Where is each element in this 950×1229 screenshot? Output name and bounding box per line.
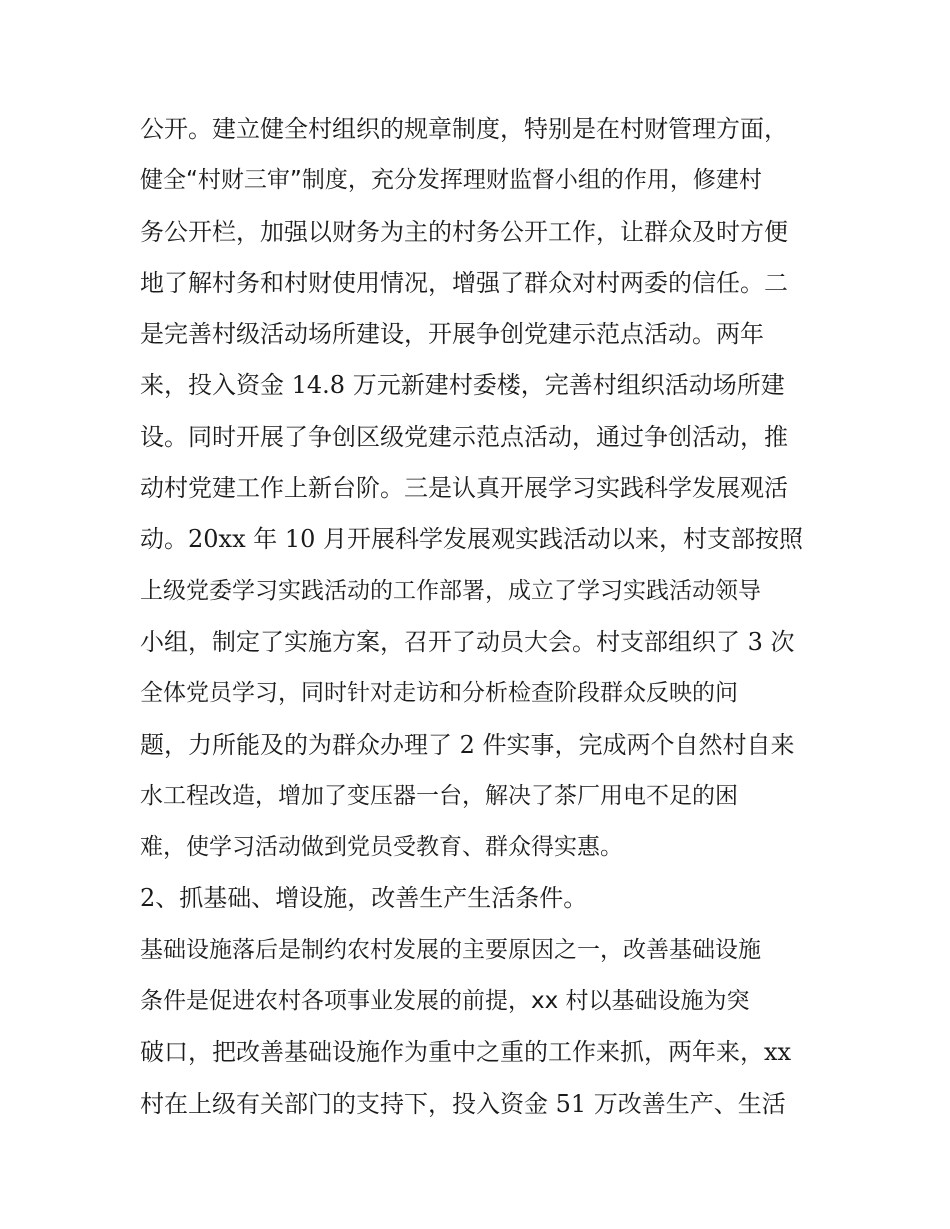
text-line: 地了解村务和村财使用情况，增强了群众对村两委的信任。二	[140, 268, 788, 297]
text-line: 健全“村财三审”制度，充分发挥理财监督小组的作用，修建村	[140, 167, 762, 194]
text-line: 公开。建立健全村组织的规章制度，特别是在村财管理方面，	[140, 115, 788, 143]
section-heading: 2、抓基础、增设施，改善生产生活条件。	[140, 884, 588, 913]
text-line: 设。同时开展了争创区级党建示范点活动，通过争创活动，推	[140, 422, 788, 451]
text-line: 条件是促进农村各项事业发展的前提，xx 村以基础设施为突	[140, 988, 750, 1015]
text-line: 全体党员学习，同时针对走访和分析检查阶段群众反映的问	[140, 680, 738, 707]
body-text	[140, 104, 820, 1130]
text-line: 水工程改造，增加了变压器一台，解决了茶厂用电不足的困	[140, 782, 738, 809]
text-line: 上级党委学习实践活动的工作部署，成立了学习实践活动领导	[140, 577, 761, 604]
text-line: 务公开栏，加强以财务为主的村务公开工作，让群众及时方便	[140, 217, 788, 246]
text-line: 基础设施落后是制约农村发展的主要原因之一，改善基础设施	[140, 936, 761, 963]
text-line: 题，力所能及的为群众办理了 2 件实事，完成两个自然村自来	[140, 730, 795, 759]
text-line: 来，投入资金 14.8 万元新建村委楼，完善村组织活动场所建	[140, 371, 785, 400]
text-line: 破口，把改善基础设施作为重中之重的工作来抓，两年来，xx	[140, 1038, 792, 1067]
text-line: 难，使学习活动做到党员受教育、群众得实惠。	[140, 834, 623, 861]
text-line: 村在上级有关部门的支持下，投入资金 51 万改善生产、生活	[140, 1089, 786, 1118]
text-line: 动村党建工作上新台阶。三是认真开展学习实践科学发展观活	[140, 474, 788, 503]
text-line: 小组，制定了实施方案，召开了动员大会。村支部组织了 3 次	[140, 627, 795, 656]
text-line: 是完善村级活动场所建设，开展争创党建示范点活动。两年	[140, 320, 764, 349]
text-line: 动。20xx 年 10 月开展科学发展观实践活动以来，村支部按照	[140, 525, 804, 554]
